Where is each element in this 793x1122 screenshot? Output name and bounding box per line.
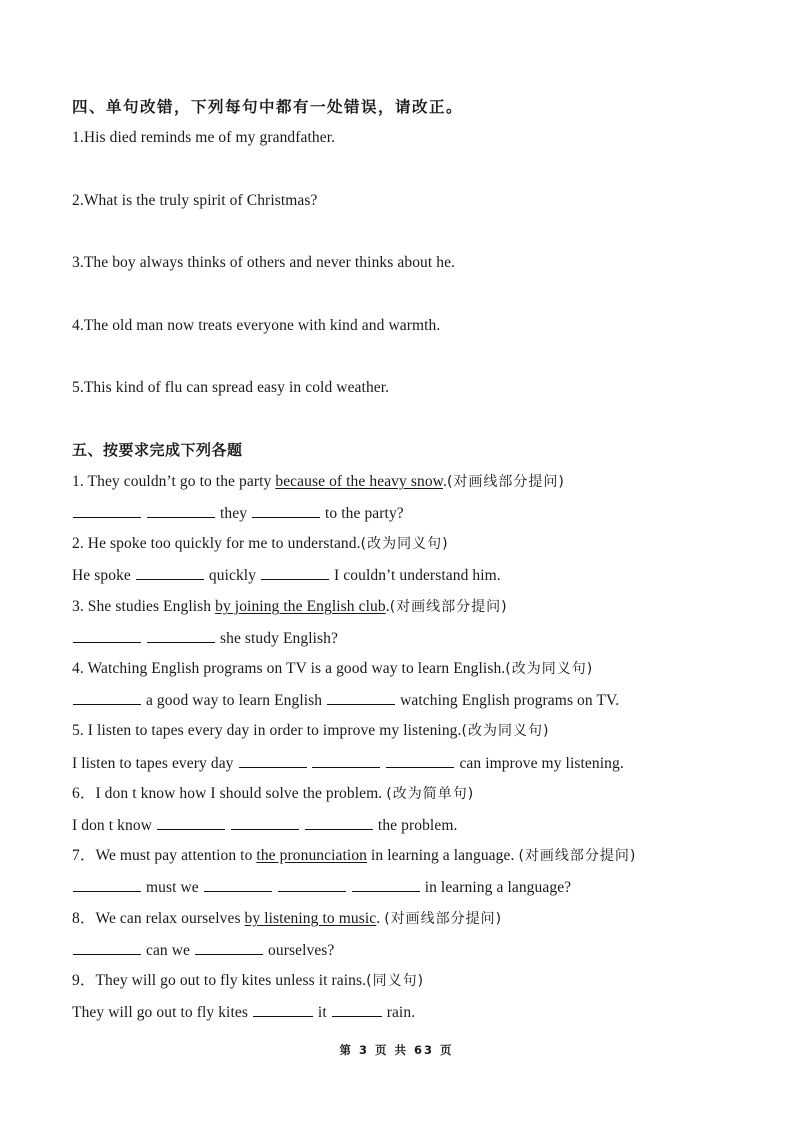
- answer-2: [72, 565, 501, 586]
- section-5-heading: 五、按要求完成下列各题: [72, 441, 243, 459]
- question-8-underlined: by listening to music: [244, 910, 377, 927]
- answer-text: can improve my listening.: [455, 755, 624, 772]
- error-correction-item-5: 5.This kind of flu can spread easy in cold weather.: [72, 379, 390, 396]
- answer-blank[interactable]: [73, 940, 141, 955]
- question-8: [72, 909, 502, 929]
- question-2-text: 2. He spoke too quickly for me to understand.: [72, 535, 361, 552]
- answer-1: [72, 503, 404, 524]
- question-6-instruction: (改为简单句): [386, 786, 475, 802]
- question-6: [72, 784, 474, 804]
- question-5: [72, 721, 549, 741]
- answer-blank[interactable]: [332, 1002, 382, 1017]
- question-3: [72, 597, 508, 617]
- question-7-suffix: in learning a language.: [367, 847, 519, 864]
- answer-text: it: [313, 1004, 331, 1021]
- answer-text: the problem.: [373, 817, 458, 834]
- answer-blank[interactable]: [327, 690, 395, 705]
- question-3-underlined: by joining the English club: [215, 598, 386, 615]
- question-7-underlined: the pronunciation: [256, 847, 368, 864]
- answer-blank[interactable]: [253, 1002, 313, 1017]
- answer-blank[interactable]: [73, 628, 141, 643]
- question-2-instruction: (改为同义句): [360, 536, 449, 552]
- answer-9: [72, 1002, 415, 1023]
- answer-blank[interactable]: [261, 565, 329, 580]
- answer-3: [72, 628, 338, 649]
- question-7-prefix: 7．We must pay attention to: [72, 847, 257, 864]
- question-8-suffix: .: [376, 910, 385, 927]
- question-5-instruction: (改为同义句): [461, 723, 550, 739]
- question-1-underlined: because of the heavy snow: [275, 473, 443, 490]
- question-3-prefix: 3. She studies English: [72, 598, 216, 615]
- question-1: [72, 472, 565, 492]
- question-3-suffix: .: [385, 598, 390, 615]
- question-4-text: 4. Watching English programs on TV is a good way to learn English.: [72, 660, 506, 677]
- question-1-instruction: (对画线部分提问): [446, 474, 565, 490]
- question-2: [72, 534, 449, 554]
- answer-blank[interactable]: [278, 877, 346, 892]
- answer-blank[interactable]: [231, 815, 299, 830]
- answer-6: [72, 815, 457, 836]
- answer-7: [72, 877, 571, 898]
- question-9: [72, 971, 424, 991]
- answer-text: I couldn’t understand him.: [330, 567, 501, 584]
- answer-text: in learning a language?: [420, 879, 572, 896]
- answer-5: [72, 753, 624, 774]
- answer-text: quickly: [204, 567, 261, 584]
- question-1-prefix: 1. They couldn’t go to the party: [72, 473, 276, 490]
- question-5-text: 5. I listen to tapes every day in order to improve my listening.: [72, 722, 462, 739]
- answer-blank[interactable]: [312, 753, 380, 768]
- answer-blank[interactable]: [147, 628, 215, 643]
- answer-4: [72, 690, 619, 711]
- answer-text: ourselves?: [264, 942, 335, 959]
- answer-blank[interactable]: [73, 690, 141, 705]
- answer-blank[interactable]: [352, 877, 420, 892]
- question-8-instruction: (对画线部分提问): [384, 911, 503, 927]
- answer-text: can we: [142, 942, 195, 959]
- question-6-text: 6．I don t know how I should solve the problem.: [72, 785, 387, 802]
- question-4-instruction: (改为同义句): [505, 661, 594, 677]
- answer-blank[interactable]: [239, 753, 307, 768]
- answer-blank[interactable]: [204, 877, 272, 892]
- answer-text: they: [215, 505, 252, 522]
- question-9-text: 9．They will go out to fly kites unless it rains.: [72, 972, 367, 989]
- question-4: [72, 659, 593, 679]
- answer-blank[interactable]: [73, 877, 141, 892]
- error-correction-item-2: 2.What is the truly spirit of Christmas?: [72, 192, 318, 209]
- question-7-instruction: (对画线部分提问): [518, 848, 637, 864]
- answer-text: to the party?: [321, 505, 404, 522]
- answer-blank[interactable]: [147, 503, 215, 518]
- answer-blank[interactable]: [305, 815, 373, 830]
- answer-blank[interactable]: [73, 503, 141, 518]
- error-correction-item-1: 1.His died reminds me of my grandfather.: [72, 129, 336, 146]
- answer-blank[interactable]: [157, 815, 225, 830]
- answer-blank[interactable]: [195, 940, 263, 955]
- question-1-suffix: .: [442, 473, 447, 490]
- answer-blank[interactable]: [252, 503, 320, 518]
- answer-blank[interactable]: [386, 753, 454, 768]
- answer-text: she study English?: [215, 630, 339, 647]
- answer-text: rain.: [382, 1004, 416, 1021]
- answer-blank[interactable]: [136, 565, 204, 580]
- page-number-footer: 第 3 页 共 63 页: [339, 1043, 454, 1057]
- answer-text: a good way to learn English: [142, 692, 327, 709]
- question-9-instruction: (同义句): [366, 973, 425, 989]
- answer-text: I listen to tapes every day: [72, 755, 238, 772]
- answer-text: They will go out to fly kites: [72, 1004, 252, 1021]
- answer-8: [72, 940, 334, 961]
- answer-text: must we: [142, 879, 203, 896]
- error-correction-item-4: 4.The old man now treats everyone with kind and warmth.: [72, 317, 441, 334]
- error-correction-item-3: 3.The boy always thinks of others and never thinks about he.: [72, 254, 456, 271]
- question-8-prefix: 8．We can relax ourselves: [72, 910, 245, 927]
- answer-text: watching English programs on TV.: [396, 692, 620, 709]
- answer-text: I don t know: [72, 817, 156, 834]
- answer-text: He spoke: [72, 567, 135, 584]
- section-4-heading: 四、单句改错，下列每句中都有一处错误，请改正。: [72, 98, 464, 116]
- question-3-instruction: (对画线部分提问): [389, 599, 508, 615]
- question-7: [72, 846, 636, 866]
